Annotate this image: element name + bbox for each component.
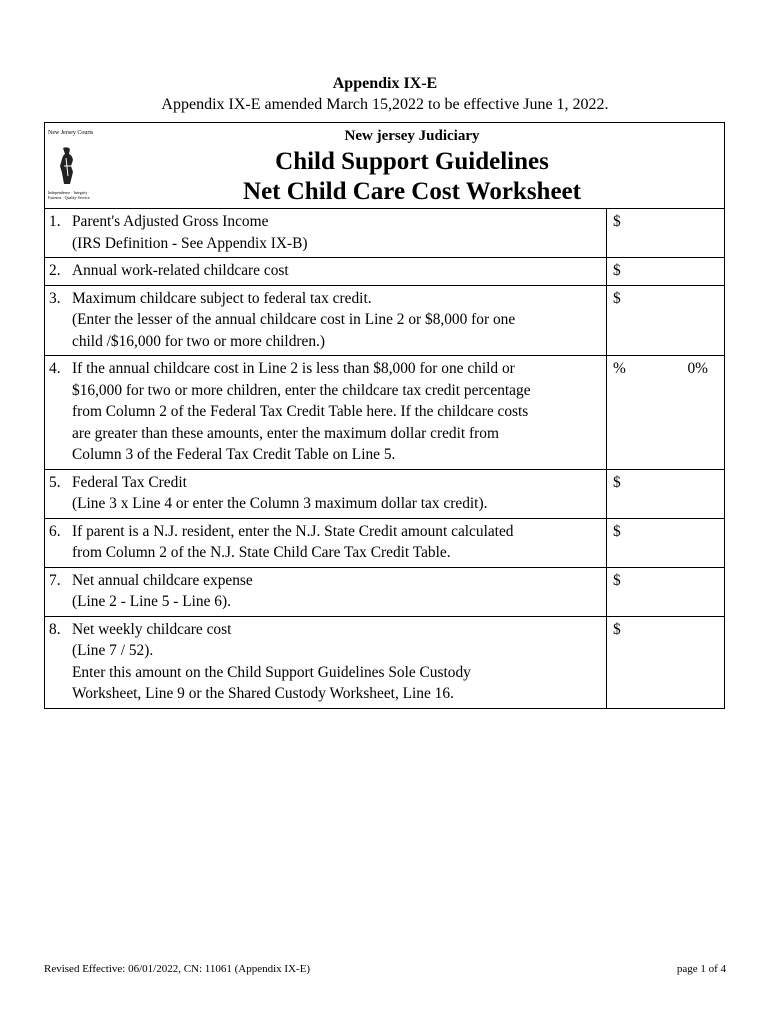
dollar-symbol: $ bbox=[613, 262, 621, 279]
line-description bbox=[45, 568, 607, 616]
dollar-symbol: $ bbox=[613, 473, 621, 491]
line-amount-field[interactable] bbox=[607, 568, 724, 616]
appendix-title: Appendix IX-E bbox=[332, 75, 438, 92]
page-number: page 1 of 4 bbox=[676, 963, 726, 975]
footer-left: Revised Effective: 06/01/2022, CN: 11061 (Appendix IX-E) bbox=[44, 963, 311, 975]
line-description bbox=[45, 519, 607, 567]
line-amount-field[interactable] bbox=[607, 470, 724, 518]
line-text: Federal Tax Credit bbox=[72, 473, 187, 491]
line-number: 5. bbox=[49, 473, 61, 491]
line-description bbox=[45, 286, 607, 356]
line-number: 1. bbox=[49, 213, 61, 230]
line-text: Worksheet, Line 9 or the Shared Custody Worksheet, Line 16. bbox=[72, 685, 454, 702]
line-text: $16,000 for two or more children, enter the childcare tax credit percentage bbox=[72, 381, 531, 399]
logo-wordmark: New Jersey Courts bbox=[48, 130, 94, 136]
line-text: (Enter the lesser of the annual childcare cost in Line 2 or $8,000 for one bbox=[72, 311, 516, 328]
line-text: Net weekly childcare cost bbox=[72, 620, 232, 638]
line-number: 8. bbox=[49, 620, 61, 638]
line-amount-field[interactable] bbox=[607, 519, 724, 567]
line-text: from Column 2 of the N.J. State Child Care Tax Credit Table. bbox=[72, 544, 451, 561]
line-description bbox=[45, 258, 607, 285]
line-text: from Column 2 of the Federal Tax Credit Table here. If the childcare costs bbox=[72, 403, 529, 420]
form-subtitle: Net Child Care Cost Worksheet bbox=[243, 178, 581, 205]
line-amount-field[interactable] bbox=[607, 286, 724, 356]
line-text: Net annual childcare expense bbox=[72, 571, 253, 589]
line-amount-field[interactable] bbox=[607, 258, 724, 285]
dollar-symbol: $ bbox=[613, 571, 621, 589]
form-title: Child Support Guidelines bbox=[275, 148, 549, 175]
line-number: 4. bbox=[49, 360, 61, 377]
worksheet-line-3 bbox=[45, 286, 724, 357]
line-text: If parent is a N.J. resident, enter the N.J. State Credit amount calculated bbox=[72, 522, 514, 540]
dollar-symbol: $ bbox=[613, 620, 621, 638]
logo-tagline: Independence · Integrity · Fairness · Quality Service bbox=[48, 190, 90, 200]
line-description bbox=[45, 209, 607, 257]
line-description bbox=[45, 356, 607, 469]
line-text: Annual work-related childcare cost bbox=[72, 262, 289, 279]
worksheet-line-2 bbox=[45, 258, 724, 286]
percent-symbol: % bbox=[613, 360, 626, 377]
line-text: child /$16,000 for two or more children.) bbox=[72, 332, 326, 350]
line-text: Column 3 of the Federal Tax Credit Table on Line 5. bbox=[72, 446, 396, 463]
judiciary-name: New jersey Judiciary bbox=[344, 128, 480, 144]
worksheet-line-6 bbox=[45, 519, 724, 568]
worksheet-line-7 bbox=[45, 568, 724, 617]
line-value: 0% bbox=[687, 360, 708, 377]
worksheet-header bbox=[45, 123, 724, 209]
line-number: 7. bbox=[49, 571, 61, 589]
line-text: Maximum childcare subject to federal tax credit. bbox=[72, 289, 372, 307]
line-text: (Line 2 - Line 5 - Line 6). bbox=[72, 593, 231, 610]
line-amount-field[interactable] bbox=[607, 356, 724, 469]
line-text: are greater than these amounts, enter the maximum dollar credit from bbox=[72, 424, 499, 442]
worksheet-rows bbox=[45, 209, 724, 708]
line-text: (Line 7 / 52). bbox=[72, 642, 154, 659]
line-number: 6. bbox=[49, 522, 61, 540]
amended-note: Appendix IX-E amended March 15,2022 to be effective June 1, 2022. bbox=[161, 96, 609, 113]
line-text: If the annual childcare cost in Line 2 is less than $8,000 for one child or bbox=[72, 360, 515, 377]
line-amount-field[interactable] bbox=[607, 209, 724, 257]
line-number: 2. bbox=[49, 262, 61, 279]
line-description bbox=[45, 617, 607, 708]
nj-courts-logo bbox=[48, 128, 98, 200]
line-number: 3. bbox=[49, 289, 61, 307]
worksheet-line-5 bbox=[45, 470, 724, 519]
line-amount-field[interactable] bbox=[607, 617, 724, 708]
worksheet-line-8 bbox=[45, 617, 724, 708]
line-text: (Line 3 x Line 4 or enter the Column 3 maximum dollar tax credit). bbox=[72, 495, 488, 512]
line-description bbox=[45, 470, 607, 518]
worksheet-line-4 bbox=[45, 356, 724, 470]
worksheet-table bbox=[44, 122, 725, 709]
line-text: (IRS Definition - See Appendix IX-B) bbox=[72, 234, 308, 252]
line-text: Enter this amount on the Child Support Guidelines Sole Custody bbox=[72, 663, 471, 681]
line-text: Parent's Adjusted Gross Income bbox=[72, 213, 269, 230]
dollar-symbol: $ bbox=[613, 289, 621, 307]
dollar-symbol: $ bbox=[613, 213, 621, 230]
worksheet-line-1 bbox=[45, 209, 724, 258]
figure-emblem-icon bbox=[54, 146, 80, 186]
dollar-symbol: $ bbox=[613, 522, 621, 540]
